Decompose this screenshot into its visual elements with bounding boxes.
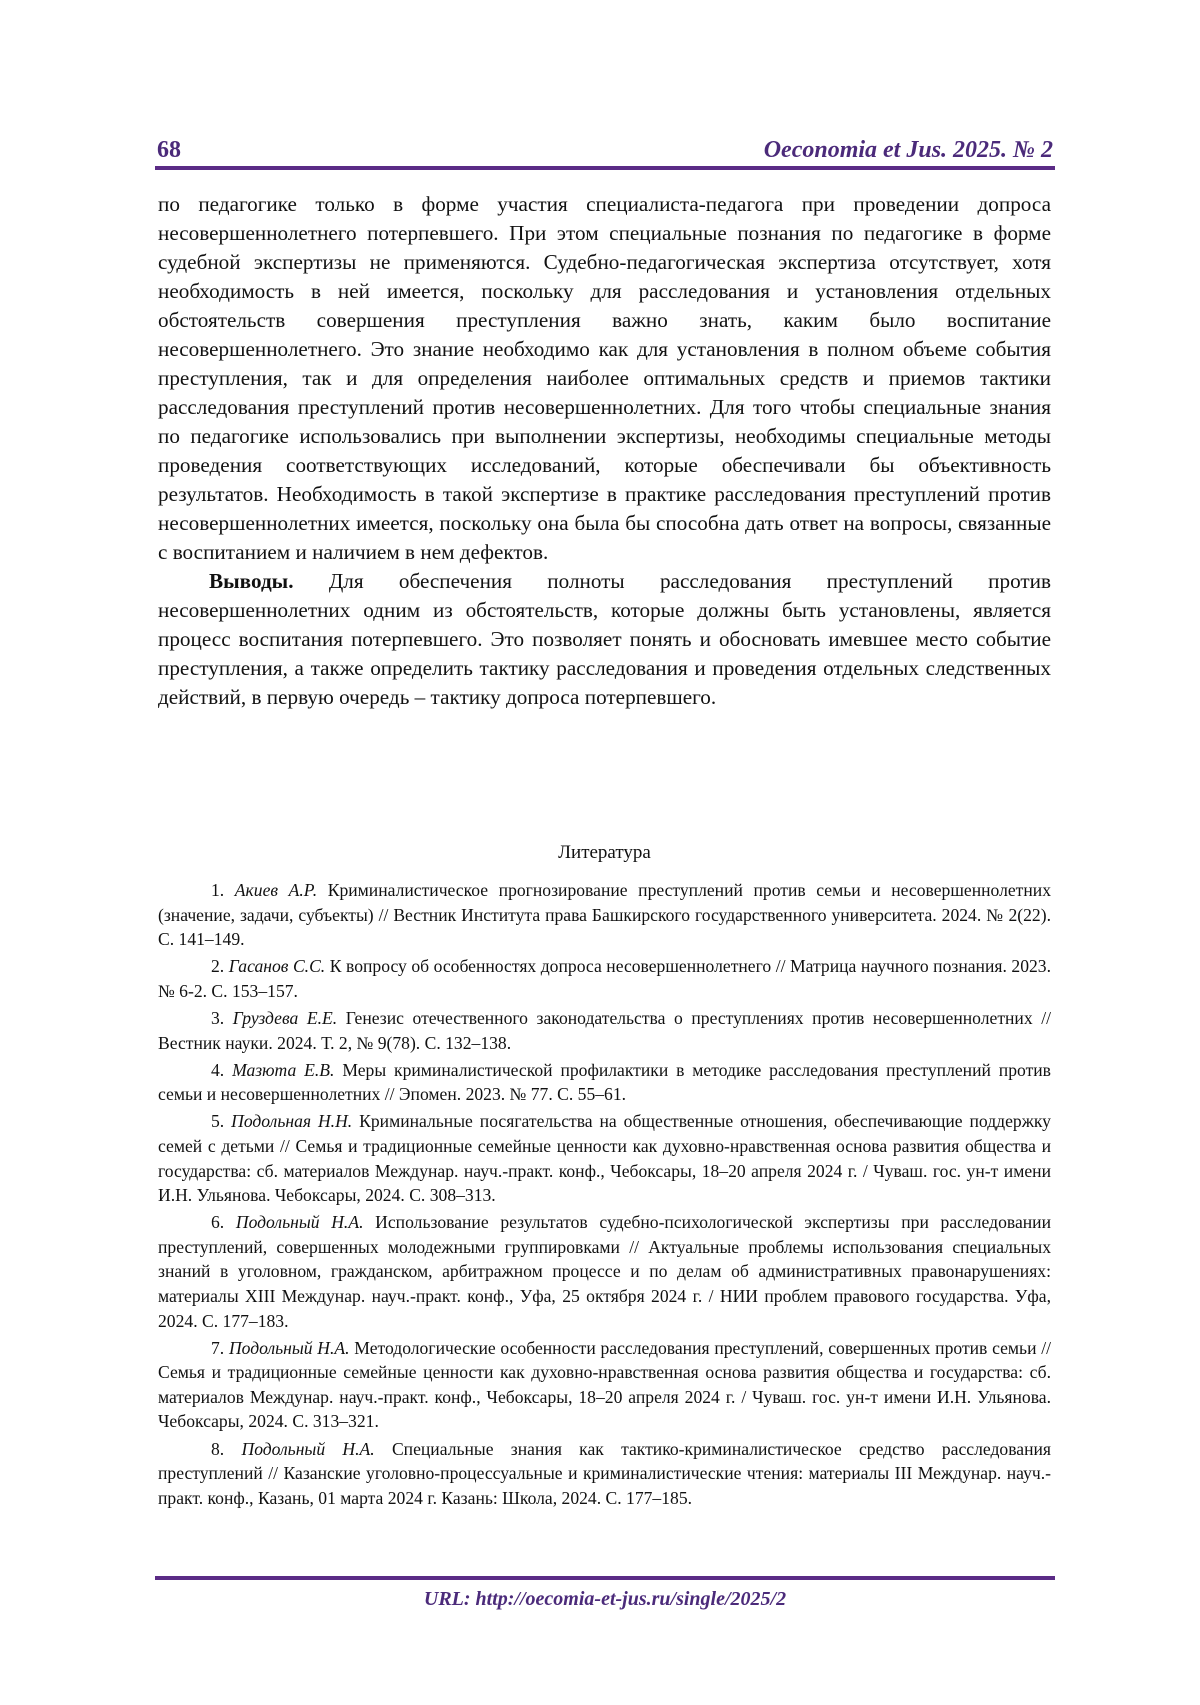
reference-author: Подольная Н.Н. <box>231 1111 353 1132</box>
reference-author: Мазюта Е.В. <box>232 1059 335 1080</box>
reference-item <box>158 1058 1051 1107</box>
reference-number: 7. <box>211 1337 225 1358</box>
reference-number: 6. <box>211 1212 225 1233</box>
reference-number: 5. <box>211 1111 225 1132</box>
references-title: Литература <box>558 842 651 863</box>
journal-title: Oeconomia et Jus. 2025. № 2 <box>763 137 1053 163</box>
reference-author: Груздева Е.Е. <box>232 1007 338 1028</box>
reference-item <box>158 1210 1051 1333</box>
reference-item <box>158 878 1051 952</box>
reference-author: Гасанов С.С. <box>228 956 326 977</box>
reference-author: Подольный Н.А. <box>228 1337 350 1358</box>
reference-item <box>158 954 1051 1003</box>
reference-text: Специальные знания как тактико-криминалистическое средство расследования преступлений // Казанские уголовно-процессуальные и криминалистические чтения: материалы III Междунар. науч.-практ. конф., Казань, 01 марта 2024 г. Казань: Школа, 2024. С. 177–185. <box>158 1438 1052 1508</box>
paragraph: по педагогике только в форме участия специалиста-педагога при проведении допроса несовершеннолетнего потерпевшего. При этом специальные познания по педагогике в форме судебной экспертизы не применяются. Судебно-педагогическая экспертиза отсутствует, хотя необходимость в ней имеется, поскольку для расследования и установления отдельных обстоятельств совершения преступления важно знать, каким было воспитание несовершеннолетнего. Это знание необходимо как для установления в полном объеме события преступления, так и для определения наиболее оптимальных средств и приемов тактики расследования преступлений против несовершеннолетних. Для того чтобы специальные знания по педагогике использовались при выполнении экспертизы, необходимы специальные методы проведения соответствующих исследований, которые обеспечивали бы объективность результатов. Необходимость в такой экспертизе в практике расследования преступлений против несовершеннолетних имеется, поскольку она была бы способна дать ответ на вопросы, связанные с воспитанием и наличием в нем дефектов. <box>158 192 1051 564</box>
reference-text: Меры криминалистической профилактики в методике расследования преступлений против семьи и несовершеннолетних // Эпомен. 2023. № 77. С. 55–61. <box>158 1059 1051 1105</box>
page-number: 68 <box>157 137 181 163</box>
reference-text: Использование результатов судебно-психологической экспертизы при расследовании преступлений, совершенных молодежными группировками // Актуальные проблемы использования специальных знаний в уголовном, гражданском, арбитражном процессе и по делам об административных правонарушениях: материалы XIII Междунар. науч.-практ. конф., Уфа, 25 октября 2024 г. / НИИ проблем правового государства. Уфа, 2024. С. 177–183. <box>158 1212 1051 1331</box>
reference-item <box>158 1109 1051 1207</box>
reference-author: Акиев А.Р. <box>234 880 318 900</box>
reference-number: 2. <box>211 956 225 977</box>
running-header <box>157 128 1053 164</box>
reference-author: Подольный Н.А. <box>241 1438 375 1459</box>
header-rule <box>155 166 1055 170</box>
conclusions-label: Выводы. <box>209 569 294 593</box>
reference-item <box>158 1336 1051 1434</box>
reference-item <box>158 1006 1051 1055</box>
reference-text: Генезис отечественного законодательства о преступлениях против несовершеннолетних // Вестник науки. 2024. Т. 2, № 9(78). С. 132–138. <box>158 1007 1051 1053</box>
reference-number: 4. <box>211 1059 225 1080</box>
footer-url[interactable]: URL: http://oecomia-et-jus.ru/single/2025/2 <box>423 1588 787 1610</box>
conclusions-paragraph <box>158 567 1051 712</box>
reference-number: 8. <box>211 1438 225 1459</box>
reference-text: Криминальные посягательства на общественные отношения, обеспечивающие поддержку семей с детьми // Семья и традиционные семейные ценности как духовно-нравственная основа развития общества и государства: сб. материалов Междунар. науч.-практ. конф., Чебоксары, 18–20 апреля 2024 г. / Чуваш. гос. ун-т имени И.Н. Ульянова. Чебоксары, 2024. С. 308–313. <box>158 1111 1051 1206</box>
conclusions-text: Для обеспечения полноты расследования преступлений против несовершеннолетних одним из обстоятельств, которые должны быть установлены, является процесс воспитания потерпевшего. Это позволяет понять и обосновать имевшее место событие преступления, а также определить тактику расследования и проведения отдельных следственных действий, в первую очередь – тактику допроса потерпевшего. <box>158 569 1051 709</box>
reference-text: К вопросу об особенностях допроса несовершеннолетнего // Матрица научного познания. 2023. № 6-2. С. 153–157. <box>158 956 1051 1001</box>
reference-text: Криминалистическое прогнозирование преступлений против семьи и несовершеннолетних (значение, задачи, субъекты) // Вестник Института права Башкирского государственного университета. 2024. № 2(22). С. 141–149. <box>158 880 1051 950</box>
reference-number: 1. <box>211 880 225 900</box>
reference-number: 3. <box>211 1007 225 1028</box>
article-body <box>158 190 1051 712</box>
footer-rule <box>155 1576 1055 1580</box>
references-list <box>158 878 1051 1513</box>
reference-author: Подольный Н.А. <box>235 1212 364 1233</box>
reference-item <box>158 1437 1051 1511</box>
reference-text: Методологические особенности расследования преступлений, совершенных против семьи // Семья и традиционные семейные ценности как духовно-нравственная основа развития общества и государства: сб. материалов Междунар. науч.-практ. конф., Чебоксары, 18–20 апреля 2024 г. / Чуваш. гос. ун-т имени И.Н. Ульянова. Чебоксары, 2024. С. 313–321. <box>158 1337 1051 1432</box>
